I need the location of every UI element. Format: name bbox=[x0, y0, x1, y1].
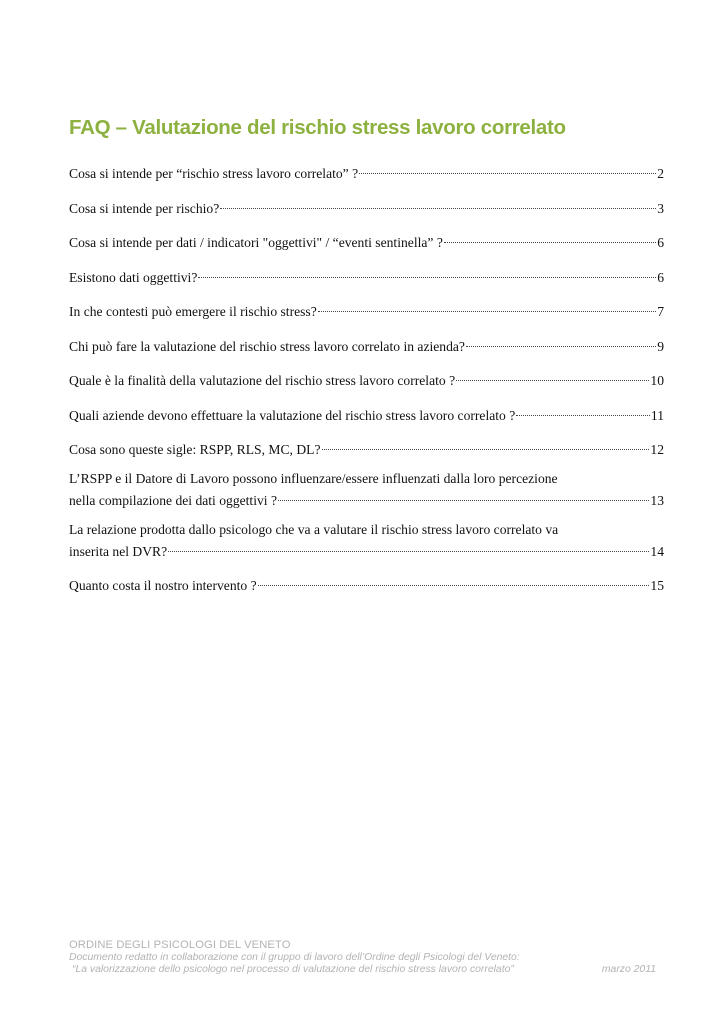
toc-entry[interactable] bbox=[69, 521, 664, 559]
toc-page-number: 9 bbox=[657, 338, 664, 354]
toc-page-number: 6 bbox=[657, 269, 664, 285]
toc-dot-leader bbox=[278, 488, 649, 506]
toc-entry[interactable] bbox=[69, 470, 664, 508]
toc-page-number: 15 bbox=[650, 577, 664, 593]
toc-dot-leader bbox=[198, 264, 656, 282]
toc-entry-text: nella compilazione dei dati oggettivi ? bbox=[69, 493, 277, 508]
toc-entry-text: inserita nel DVR? bbox=[69, 544, 168, 559]
toc-dot-leader bbox=[318, 298, 656, 316]
footer-project-row bbox=[69, 963, 656, 977]
toc-entry[interactable] bbox=[69, 264, 664, 285]
toc-entry-text: Quale è la finalità della valutazione del rischio stress lavoro correlato ? bbox=[69, 372, 456, 388]
toc-entry-text: Cosa si intende per rischio? bbox=[69, 200, 220, 216]
footer-organization: ORDINE DEGLI PSICOLOGI DEL VENETO bbox=[69, 939, 291, 951]
toc-dot-leader bbox=[444, 229, 656, 247]
toc-entry[interactable] bbox=[69, 229, 664, 250]
toc-page-number: 2 bbox=[657, 165, 664, 181]
toc-page-number: 12 bbox=[650, 441, 664, 457]
toc-entry[interactable] bbox=[69, 402, 664, 423]
toc-dot-leader bbox=[220, 195, 656, 213]
toc-entry-text: La relazione prodotta dallo psicologo che va a valutare il rischio stress lavoro correlato va bbox=[69, 522, 559, 537]
document-title: FAQ – Valutazione del rischio stress lavoro correlato bbox=[69, 116, 566, 139]
toc-dot-leader bbox=[322, 436, 650, 454]
toc-entry[interactable] bbox=[69, 195, 664, 216]
toc-entry[interactable] bbox=[69, 160, 664, 181]
page-footer bbox=[69, 938, 656, 977]
toc-entry-text: L’RSPP e il Datore di Lavoro possono influenzare/essere influenzati dalla loro percezione bbox=[69, 471, 558, 486]
toc-dot-leader bbox=[359, 160, 656, 178]
toc-page-number: 7 bbox=[657, 303, 664, 319]
toc-entry-text: Quanto costa il nostro intervento ? bbox=[69, 577, 257, 593]
footer-collaboration-note: Documento redatto in collaborazione con il gruppo di lavoro dell’Ordine degli Psicologi del Veneto: bbox=[69, 952, 520, 963]
toc-entry-text: In che contesti può emergere il rischio stress? bbox=[69, 303, 317, 319]
toc-entry-text: Esistono dati oggettivi? bbox=[69, 269, 198, 285]
toc-page-number: 6 bbox=[657, 234, 664, 250]
toc-entry[interactable] bbox=[69, 572, 664, 593]
toc-dot-leader bbox=[466, 333, 656, 351]
toc-entry[interactable] bbox=[69, 298, 664, 319]
toc-entry[interactable] bbox=[69, 333, 664, 354]
toc-page-number: 3 bbox=[657, 200, 664, 216]
toc-page-number: 10 bbox=[650, 372, 664, 388]
toc-page-number: 13 bbox=[650, 493, 664, 508]
toc-page-number: 14 bbox=[650, 544, 664, 559]
toc-entry-text: Quali aziende devono effettuare la valutazione del rischio stress lavoro correlato ? bbox=[69, 407, 516, 423]
toc-dot-leader bbox=[456, 367, 649, 385]
toc-dot-leader bbox=[516, 402, 650, 420]
toc-page-number: 11 bbox=[650, 407, 664, 423]
toc-dot-leader bbox=[258, 572, 650, 590]
toc-entry-text: Cosa si intende per dati / indicatori "oggettivi" / “eventi sentinella” ? bbox=[69, 234, 443, 250]
toc-entry-text: Cosa si intende per “rischio stress lavoro correlato” ? bbox=[69, 165, 359, 181]
toc-entry-text: Cosa sono queste sigle: RSPP, RLS, MC, DL? bbox=[69, 441, 321, 457]
toc-dot-leader bbox=[168, 539, 649, 557]
toc-entry[interactable] bbox=[69, 367, 664, 388]
footer-date: marzo 2011 bbox=[601, 964, 656, 975]
footer-project-title: “La valorizzazione dello psicologo nel processo di valutazione del rischio stress lavoro correlato” bbox=[72, 964, 514, 975]
toc-entry[interactable] bbox=[69, 436, 664, 457]
toc-entry-text: Chi può fare la valutazione del rischio stress lavoro correlato in azienda? bbox=[69, 338, 465, 354]
